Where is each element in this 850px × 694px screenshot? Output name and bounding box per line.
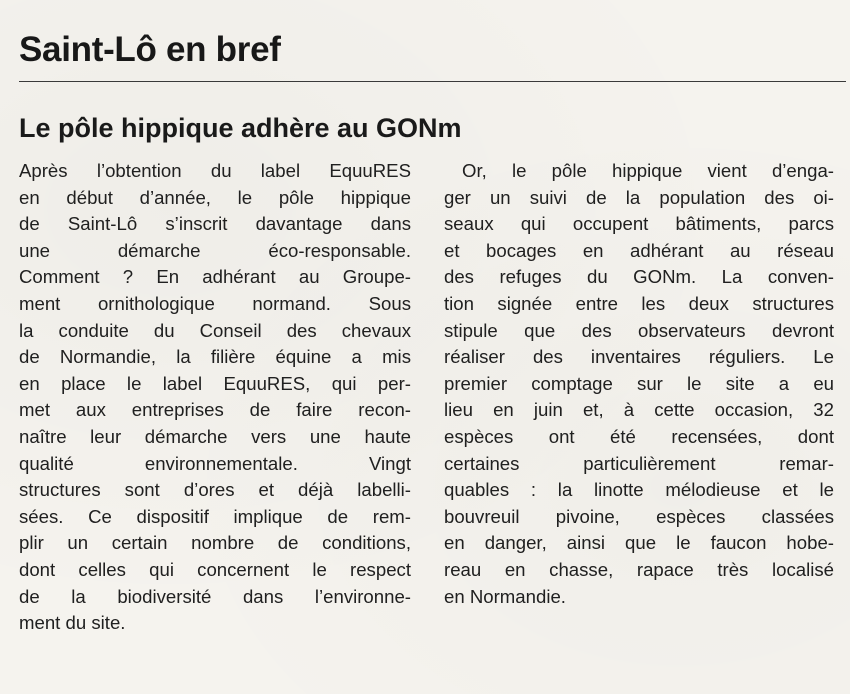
article-text-line: Après l’obtention du label EquuRES (19, 160, 411, 181)
article-text-line: stipule que des observateurs devront (444, 319, 834, 341)
article-text-line: seaux qui occupent bâtiments, parcs (444, 213, 834, 235)
article-text-line: en place le label EquuRES, qui per- (19, 372, 411, 394)
article-text-line: certaines particulièrement remar- (444, 452, 834, 474)
section-title: Saint-Lô en bref (19, 30, 281, 69)
article-text-line: plir un certain nombre de conditions, (19, 532, 411, 554)
article-text-line: de Saint-Lô s’inscrit davantage dans (19, 213, 411, 235)
article-text-line: en Normandie. (444, 585, 566, 607)
article-text-line: en danger, ainsi que le faucon hobe- (444, 532, 834, 554)
article-text-line: ger un suivi de la population des oi- (444, 186, 834, 208)
section-divider (19, 81, 846, 82)
article-text-line: Comment ? En adhérant au Groupe- (19, 266, 411, 288)
article-column-left (19, 158, 411, 637)
article-text-line: espèces ont été recensées, dont (444, 425, 834, 447)
article-text-line: ment du site. (19, 612, 126, 634)
article-text-line: une démarche éco-responsable. (19, 239, 411, 261)
article-text-line: lieu en juin et, à cette occasion, 32 (444, 399, 834, 421)
article-text-line: et bocages en adhérant au réseau (444, 239, 834, 261)
article-text-line: reau en chasse, rapace très localisé (444, 558, 834, 580)
article-headline: Le pôle hippique adhère au GONm (19, 113, 462, 143)
article-text-line: sées. Ce dispositif implique de rem- (19, 505, 411, 527)
article-text-line: bouvreuil pivoine, espèces classées (444, 505, 834, 527)
article-text-line: en début d’année, le pôle hippique (19, 186, 411, 208)
article-text-line: quables : la linotte mélodieuse et le (444, 479, 834, 501)
article-text-line: de Normandie, la filière équine a mis (19, 346, 411, 368)
article-text-line: Or, le pôle hippique vient d’enga- (462, 160, 834, 181)
article-text-line: naître leur démarche vers une haute (19, 425, 411, 447)
article-text-line: tion signée entre les deux structures (444, 292, 834, 314)
article-text-line: qualité environnementale. Vingt (19, 452, 411, 474)
article-text-line: de la biodiversité dans l’environne- (19, 585, 411, 607)
article-text-line: des refuges du GONm. La conven- (444, 266, 834, 288)
article-column-right (444, 158, 834, 610)
article-text-line: structures sont d’ores et déjà labelli- (19, 479, 411, 501)
article-text-line: premier comptage sur le site a eu (444, 372, 834, 394)
article-text-line: ment ornithologique normand. Sous (19, 292, 411, 314)
article-text-line: met aux entreprises de faire recon- (19, 399, 411, 421)
article-text-line: la conduite du Conseil des chevaux (19, 319, 411, 341)
article-text-line: réaliser des inventaires réguliers. Le (444, 346, 834, 368)
article-text-line: dont celles qui concernent le respect (19, 558, 411, 580)
